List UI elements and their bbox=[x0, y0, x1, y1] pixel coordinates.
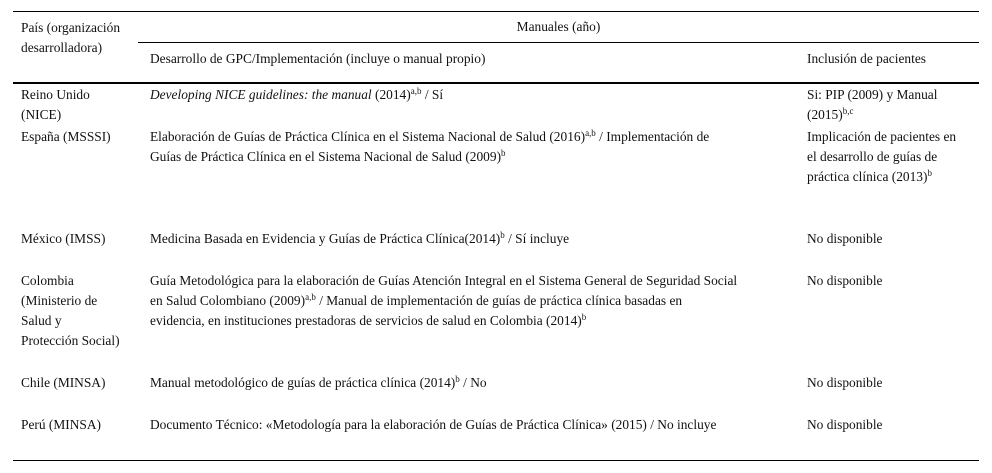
inclusion-column-header: Inclusión de pacientes bbox=[807, 51, 926, 66]
table-row-inclusion: No disponible bbox=[807, 231, 883, 246]
table-row-development: Documento Técnico: «Metodología para la elaboración de Guías de Práctica Clínica» (2015) / No incluye bbox=[150, 417, 717, 432]
table-row-development: Medicina Basada en Evidencia y Guías de Práctica $Clínica(2014)^b$ / Sí incluye bbox=[150, 230, 570, 246]
manuals-group-header: Manuales (año) bbox=[516, 19, 601, 34]
table-row-development: Guía Metodológica para la elaboración de Guías Atención Integral en el Sistema General de Seguridad Social en Salud Colombiano $(2009)^{a,b}$ / Manual de implementación de guías de práctica clínica basadas en evidencia, en instituciones prestadoras de servicios de salud en Colombia $(2014)^b$ bbox=[150, 273, 738, 328]
table-row-country: España (MSSSI) bbox=[21, 129, 111, 144]
table-bottom-rule bbox=[13, 460, 979, 461]
table-row-country: Perú (MINSA) bbox=[21, 417, 101, 432]
country-column-header: País (organización desarrolladora) bbox=[21, 20, 121, 55]
table-row-inclusion: No disponible bbox=[807, 273, 883, 288]
table-row-country: Chile (MINSA) bbox=[21, 375, 106, 390]
table-row-development: Developing NICE guidelines: the manual $(2014)^{a,b}$ / Sí bbox=[150, 86, 444, 102]
table-row-inclusion: No disponible bbox=[807, 375, 883, 390]
group-header-rule bbox=[138, 42, 979, 43]
table-row-inclusion: Si: PIP (2009) y Manual $(2015)^{b,c}$ bbox=[807, 87, 938, 122]
table-row-inclusion: No disponible bbox=[807, 417, 883, 432]
table-row-country: Reino Unido (NICE) bbox=[21, 87, 90, 122]
table-row-development: Manual metodológico de guías de práctica clínica $(2014)^b$ / No bbox=[150, 374, 487, 390]
header-bottom-rule bbox=[13, 82, 979, 84]
table-row-development: Elaboración de Guías de Práctica Clínica en el Sistema Nacional de Salud $(2016)^{a,b}$ / Implementación de Guías de Práctica Clínica en el Sistema Nacional de Salud $(2009)^b$ bbox=[150, 128, 710, 164]
table-row-inclusion: Implicación de pacientes en el desarrollo de guías de práctica clínica $(2013)^b$ bbox=[807, 129, 957, 184]
development-column-header: Desarrollo de GPC/Implementación (incluye o manual propio) bbox=[150, 51, 486, 66]
table-row-country: Colombia (Ministerio de Salud y Protección Social) bbox=[21, 273, 120, 348]
table-top-rule bbox=[13, 11, 979, 12]
table-row-country: México (IMSS) bbox=[21, 231, 106, 246]
